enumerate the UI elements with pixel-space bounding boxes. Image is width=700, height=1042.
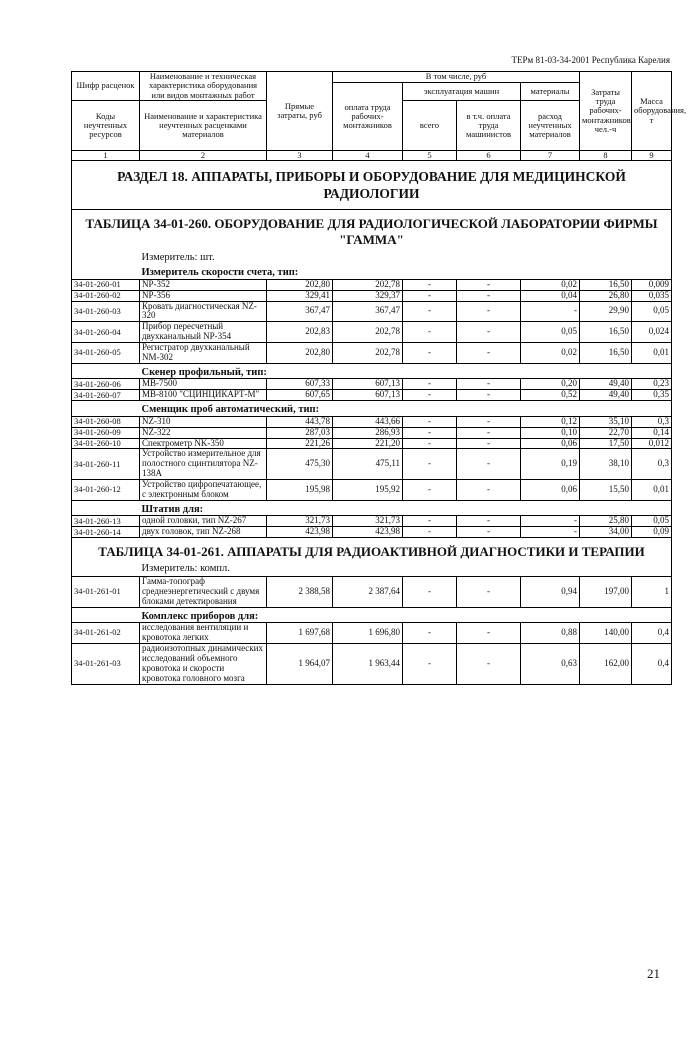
cell-materials: 0,20 (521, 379, 580, 390)
table-header (72, 71, 687, 161)
cell-labor: 202,78 (333, 343, 403, 364)
table-title-row (72, 210, 672, 251)
cell-materials: 0,02 (521, 343, 580, 364)
cell-labor: 423,98 (333, 527, 403, 538)
table-row (72, 527, 672, 538)
table-row (72, 290, 672, 301)
col-number: 4 (333, 151, 403, 161)
cell-labor: 607,13 (333, 390, 403, 401)
group-label: Сменщик проб автоматический, тип: (140, 401, 672, 417)
cell-name: исследования вентиляции и кровотока легких (140, 623, 267, 644)
table-row (72, 379, 672, 390)
table-row (72, 516, 672, 527)
page-number: 21 (647, 966, 660, 981)
group-label: Комплекс приборов для: (140, 607, 672, 623)
cell-materials: - (521, 301, 580, 322)
cell-machinists: - (457, 279, 521, 290)
cell-mass: 0,4 (632, 623, 672, 644)
group-spacer (72, 500, 140, 516)
cell-mass: 0,4 (632, 643, 672, 684)
table-row (72, 279, 672, 290)
cell-mass: 0,35 (632, 390, 672, 401)
cell-labor: 202,78 (333, 279, 403, 290)
col-number: 2 (140, 151, 267, 161)
cell-labor-costs: 29,90 (580, 301, 632, 322)
cell-total: - (403, 416, 457, 427)
table-row (72, 576, 672, 607)
cell-direct: 202,80 (267, 279, 333, 290)
cell-labor-costs: 140,00 (580, 623, 632, 644)
cell-mass: 0,23 (632, 379, 672, 390)
cell-code: 34-01-260-04 (72, 322, 140, 343)
col-incl-machinists: в т.ч. оплата труда машинистов (457, 101, 521, 151)
cell-labor-costs: 162,00 (580, 643, 632, 684)
group-header-row (72, 264, 672, 279)
cell-machinists: - (457, 576, 521, 607)
cell-mass: 0,05 (632, 301, 672, 322)
cell-code: 34-01-260-03 (72, 301, 140, 322)
cell-machinists: - (457, 623, 521, 644)
col-number: 7 (521, 151, 580, 161)
cell-code: 34-01-261-01 (72, 576, 140, 607)
cell-labor-costs: 49,40 (580, 379, 632, 390)
group-spacer (72, 363, 140, 379)
meter-spacer (72, 251, 140, 265)
cell-machinists: - (457, 480, 521, 501)
cell-machinists: - (457, 527, 521, 538)
table-title: ТАБЛИЦА 34-01-261. АППАРАТЫ ДЛЯ РАДИОАКТИВНОЙ ДИАГНОСТИКИ И ТЕРАПИИ (72, 538, 672, 563)
cell-code: 34-01-260-05 (72, 343, 140, 364)
cell-code: 34-01-260-02 (72, 290, 140, 301)
cell-total: - (403, 449, 457, 480)
cell-mass: 0,01 (632, 480, 672, 501)
table-row (72, 322, 672, 343)
cell-mass: 0,3 (632, 449, 672, 480)
cell-name: NP-356 (140, 290, 267, 301)
cell-total: - (403, 290, 457, 301)
cell-labor-costs: 15,50 (580, 480, 632, 501)
cell-labor-costs: 22,70 (580, 427, 632, 438)
cell-labor: 1 963,44 (333, 643, 403, 684)
table-row (72, 623, 672, 644)
col-incl: В том числе, руб (333, 72, 580, 83)
table-row (72, 427, 672, 438)
cell-code: 34-01-260-06 (72, 379, 140, 390)
table-row (72, 438, 672, 449)
document-reference: ТЕРм 81-03-34-2001 Республика Карелия (511, 55, 670, 65)
cell-name: двух головок, тип NZ-268 (140, 527, 267, 538)
cell-labor-costs: 16,50 (580, 343, 632, 364)
rates-page (71, 71, 687, 685)
cell-mass: 0,09 (632, 527, 672, 538)
table-row (72, 416, 672, 427)
table-title: ТАБЛИЦА 34-01-260. ОБОРУДОВАНИЕ ДЛЯ РАДИОЛОГИЧЕСКОЙ ЛАБОРАТОРИИ ФИРМЫ "ГАММА" (72, 210, 672, 251)
group-header-row (72, 607, 672, 623)
cell-direct: 329,41 (267, 290, 333, 301)
cell-name: Регистратор двухканальный NM-302 (140, 343, 267, 364)
cell-direct: 195,98 (267, 480, 333, 501)
cell-total: - (403, 516, 457, 527)
cell-machinists: - (457, 416, 521, 427)
group-spacer (72, 401, 140, 417)
cell-labor: 202,78 (333, 322, 403, 343)
col-name-top: Наименование и техническая характеристика оборудования или видов монтажных работ (140, 72, 267, 101)
cell-code: 34-01-260-11 (72, 449, 140, 480)
group-label: Штатив для: (140, 500, 672, 516)
table-row (72, 643, 672, 684)
cell-materials: 0,52 (521, 390, 580, 401)
cell-direct: 2 388,58 (267, 576, 333, 607)
cell-materials: 0,10 (521, 427, 580, 438)
cell-direct: 423,98 (267, 527, 333, 538)
cell-mass: 0,012 (632, 438, 672, 449)
cell-code: 34-01-260-07 (72, 390, 140, 401)
cell-direct: 1 964,07 (267, 643, 333, 684)
cell-machinists: - (457, 343, 521, 364)
col-labor: оплата труда рабочих-монтажников (333, 83, 403, 151)
group-spacer (72, 607, 140, 623)
cell-name: одной головки, тип NZ-267 (140, 516, 267, 527)
cell-machinists: - (457, 438, 521, 449)
cell-labor-costs: 16,50 (580, 279, 632, 290)
cell-code: 34-01-260-13 (72, 516, 140, 527)
col-name-bottom: Наименование и характеристика неучтенных расценками материалов (140, 101, 267, 151)
cell-name: Устройство цифропечатающее, с электронным блоком (140, 480, 267, 501)
cell-materials: 0,94 (521, 576, 580, 607)
cell-labor-costs: 38,10 (580, 449, 632, 480)
col-number: 9 (632, 151, 672, 161)
cell-machinists: - (457, 427, 521, 438)
cell-code: 34-01-260-14 (72, 527, 140, 538)
table-row (72, 343, 672, 364)
table-title-row (72, 538, 672, 563)
cell-name: NZ-322 (140, 427, 267, 438)
cell-code: 34-01-260-01 (72, 279, 140, 290)
cell-total: - (403, 301, 457, 322)
cell-name: Кровать диагностическая NZ-320 (140, 301, 267, 322)
cell-direct: 367,47 (267, 301, 333, 322)
cell-labor-costs: 197,00 (580, 576, 632, 607)
cell-mass: 1 (632, 576, 672, 607)
cell-materials: - (521, 516, 580, 527)
cell-direct: 475,30 (267, 449, 333, 480)
cell-materials: 0,19 (521, 449, 580, 480)
cell-labor: 221,20 (333, 438, 403, 449)
cell-total: - (403, 279, 457, 290)
cell-materials: 0,06 (521, 438, 580, 449)
cell-name: Прибор пересчетный двухканальный NP-354 (140, 322, 267, 343)
cell-direct: 202,80 (267, 343, 333, 364)
cell-total: - (403, 623, 457, 644)
table-row (72, 449, 672, 480)
cell-direct: 221,26 (267, 438, 333, 449)
cell-machinists: - (457, 290, 521, 301)
cell-direct: 1 697,68 (267, 623, 333, 644)
cell-total: - (403, 343, 457, 364)
col-number: 5 (403, 151, 457, 161)
meter-spacer (72, 562, 140, 576)
cell-name: MB-7500 (140, 379, 267, 390)
cell-mass: 0,01 (632, 343, 672, 364)
col-unaccounted: расход неучтенных материалов (521, 101, 580, 151)
cell-labor-costs: 26,80 (580, 290, 632, 301)
col-mass: Масса оборудования, т (632, 72, 672, 151)
cell-direct: 287,03 (267, 427, 333, 438)
col-total: всего (403, 101, 457, 151)
cell-labor: 195,92 (333, 480, 403, 501)
cell-total: - (403, 438, 457, 449)
cell-labor: 475,11 (333, 449, 403, 480)
cell-labor-costs: 25,80 (580, 516, 632, 527)
col-operation: эксплуатация машин (403, 83, 521, 101)
meter-label: Измеритель: компл. (140, 562, 672, 576)
cell-mass: 0,035 (632, 290, 672, 301)
group-header-row (72, 401, 672, 417)
cell-mass: 0,3 (632, 416, 672, 427)
cell-code: 34-01-261-03 (72, 643, 140, 684)
cell-total: - (403, 322, 457, 343)
cell-materials: - (521, 527, 580, 538)
cell-direct: 443,78 (267, 416, 333, 427)
cell-total: - (403, 527, 457, 538)
cell-total: - (403, 390, 457, 401)
cell-materials: 0,05 (521, 322, 580, 343)
col-number: 1 (72, 151, 140, 161)
cell-name: радиоизотопных динамических исследований объемного кровотока и скорости кровотока головного мозга (140, 643, 267, 684)
table-body (72, 161, 672, 684)
cell-machinists: - (457, 379, 521, 390)
group-header-row (72, 500, 672, 516)
cell-code: 34-01-260-10 (72, 438, 140, 449)
cell-materials: 0,88 (521, 623, 580, 644)
cell-direct: 202,83 (267, 322, 333, 343)
cell-labor: 2 387,64 (333, 576, 403, 607)
cell-mass: 0,05 (632, 516, 672, 527)
cell-machinists: - (457, 322, 521, 343)
cell-labor-costs: 17,50 (580, 438, 632, 449)
cell-materials: 0,12 (521, 416, 580, 427)
cell-mass: 0,009 (632, 279, 672, 290)
meter-row (72, 251, 672, 265)
cell-mass: 0,14 (632, 427, 672, 438)
cell-machinists: - (457, 449, 521, 480)
cell-labor-costs: 49,40 (580, 390, 632, 401)
col-materials: материалы (521, 83, 580, 101)
cell-machinists: - (457, 516, 521, 527)
group-spacer (72, 264, 140, 279)
section-title: РАЗДЕЛ 18. АППАРАТЫ, ПРИБОРЫ И ОБОРУДОВАНИЕ ДЛЯ МЕДИЦИНСКОЙ РАДИОЛОГИИ (72, 161, 672, 210)
cell-labor: 1 696,80 (333, 623, 403, 644)
cell-materials: 0,04 (521, 290, 580, 301)
meter-row (72, 562, 672, 576)
cell-machinists: - (457, 301, 521, 322)
col-shifr: Шифр расценок (72, 72, 140, 101)
cell-total: - (403, 427, 457, 438)
meter-label: Измеритель: шт. (140, 251, 672, 265)
group-label: Измеритель скорости счета, тип: (140, 264, 672, 279)
cell-labor-costs: 35,10 (580, 416, 632, 427)
cell-materials: 0,02 (521, 279, 580, 290)
cell-labor: 367,47 (333, 301, 403, 322)
cell-total: - (403, 643, 457, 684)
rates-table (71, 71, 687, 685)
cell-materials: 0,63 (521, 643, 580, 684)
col-direct: Прямые затраты, руб (267, 72, 333, 151)
section-title-row (72, 161, 672, 210)
cell-labor: 607,13 (333, 379, 403, 390)
cell-code: 34-01-260-09 (72, 427, 140, 438)
cell-materials: 0,06 (521, 480, 580, 501)
column-numbers (72, 151, 672, 161)
cell-name: NZ-310 (140, 416, 267, 427)
table-row (72, 390, 672, 401)
group-header-row (72, 363, 672, 379)
cell-name: Устройство измерительное для полостного сцинтилятора NZ-138A (140, 449, 267, 480)
cell-machinists: - (457, 390, 521, 401)
cell-direct: 607,33 (267, 379, 333, 390)
table-row (72, 301, 672, 322)
cell-total: - (403, 379, 457, 390)
cell-direct: 607,65 (267, 390, 333, 401)
col-codes: Коды неучтенных ресурсов (72, 101, 140, 151)
cell-labor: 321,73 (333, 516, 403, 527)
cell-name: MB-8100 "СЦИНЦИКАРТ-М" (140, 390, 267, 401)
cell-machinists: - (457, 643, 521, 684)
cell-labor: 329,37 (333, 290, 403, 301)
cell-name: Гамма-топограф среднеэнергетический с двумя блоками детектирования (140, 576, 267, 607)
table-row (72, 480, 672, 501)
cell-code: 34-01-260-08 (72, 416, 140, 427)
cell-labor: 286,93 (333, 427, 403, 438)
cell-code: 34-01-261-02 (72, 623, 140, 644)
group-label: Скенер профильный, тип: (140, 363, 672, 379)
cell-labor: 443,66 (333, 416, 403, 427)
cell-name: NP-352 (140, 279, 267, 290)
cell-name: Спектрометр NK-350 (140, 438, 267, 449)
cell-mass: 0,024 (632, 322, 672, 343)
cell-code: 34-01-260-12 (72, 480, 140, 501)
cell-direct: 321,73 (267, 516, 333, 527)
col-labor-costs: Затраты труда рабочих-монтажников чел.-ч (580, 72, 632, 151)
cell-total: - (403, 576, 457, 607)
col-number: 3 (267, 151, 333, 161)
cell-labor-costs: 34,00 (580, 527, 632, 538)
col-number: 8 (580, 151, 632, 161)
cell-labor-costs: 16,50 (580, 322, 632, 343)
cell-total: - (403, 480, 457, 501)
col-number: 6 (457, 151, 521, 161)
